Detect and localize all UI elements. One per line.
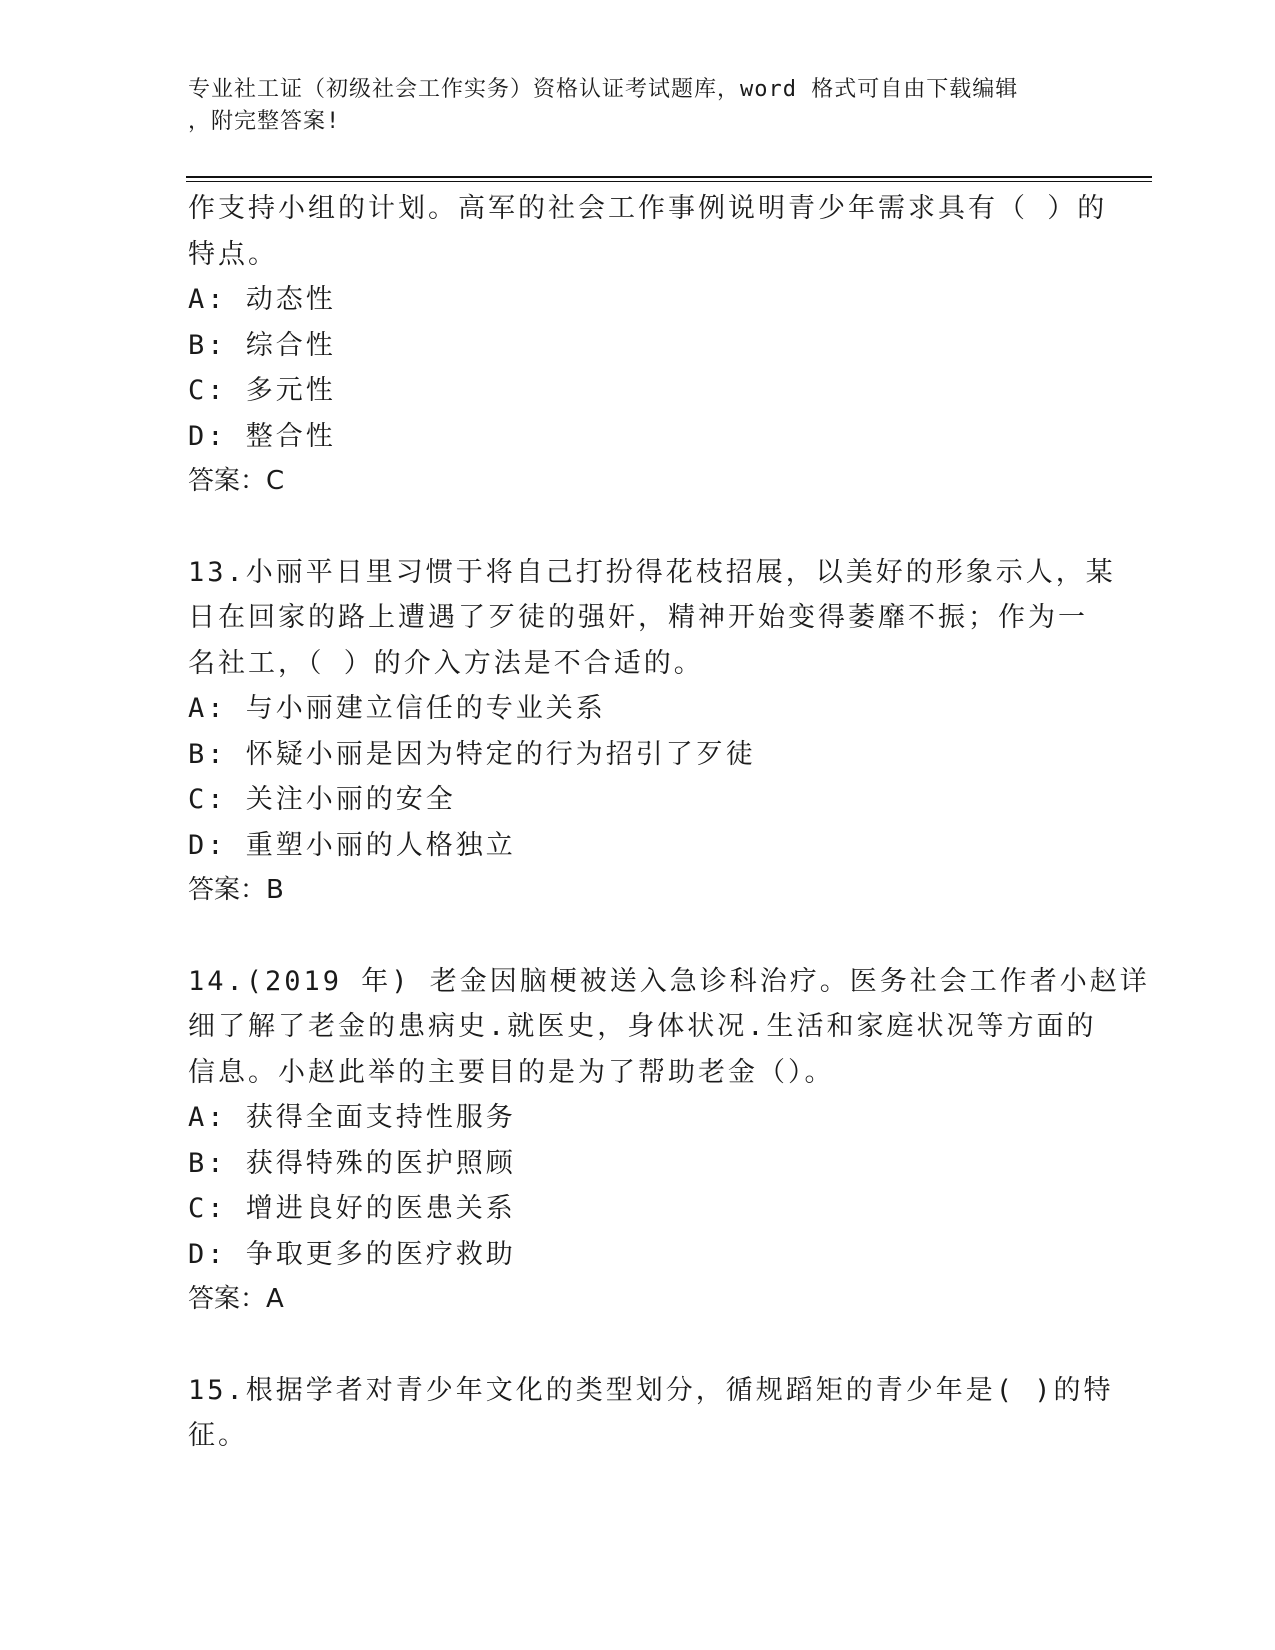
option-d: D: 争取更多的医疗救助 (188, 1238, 516, 1270)
question-spacer (188, 914, 1088, 959)
option-c: C: 多元性 (188, 375, 336, 406)
answer-line: 答案：A (188, 1284, 284, 1314)
option-d: D: 重塑小丽的人格独立 (188, 829, 516, 861)
option-a: A: 获得全面支持性服务 (188, 1102, 516, 1133)
answer-line: 答案：B (188, 875, 284, 905)
question-13 (188, 550, 1116, 914)
question-stem-line: 特点。 (188, 238, 278, 270)
question-15 (188, 1368, 1114, 1459)
option-c: C: 关注小丽的安全 (188, 784, 456, 815)
option-a: A: 与小丽建立信任的专业关系 (188, 693, 606, 724)
question-content (188, 186, 1150, 1459)
question-stem-line: 作支持小组的计划。高军的社会工作事例说明青少年需求具有（ ）的 (188, 193, 1108, 224)
option-a: A: 动态性 (188, 284, 336, 315)
header-line-1: 专业社工证（初级社会工作实务）资格认证考试题库，word 格式可自由下载编辑 (188, 77, 1019, 102)
option-b: B: 综合性 (188, 329, 336, 361)
option-b: B: 怀疑小丽是因为特定的行为招引了歹徒 (188, 738, 756, 770)
option-b: B: 获得特殊的医护照顾 (188, 1147, 516, 1179)
question-stem-line: 细了解了老金的患病史.就医史，身体状况.生活和家庭状况等方面的 (188, 1011, 1097, 1042)
question-stem-line: 15.根据学者对青少年文化的类型划分，循规蹈矩的青少年是( )的特 (188, 1374, 1114, 1406)
header-divider-thin (186, 181, 1152, 182)
option-d: D: 整合性 (188, 420, 336, 452)
question-stem-line: 日在回家的路上遭遇了歹徒的强奸，精神开始变得萎靡不振；作为一 (188, 602, 1088, 633)
header-divider-thick (186, 176, 1152, 178)
question-spacer (188, 1323, 1088, 1368)
question-stem-line: 信息。小赵此举的主要目的是为了帮助老金（）。 (188, 1056, 835, 1088)
question-12 (188, 186, 1108, 505)
header-line-2: ，附完整答案! (188, 109, 341, 134)
question-stem-line: 名社工，（ ）的介入方法是不合适的。 (188, 647, 704, 679)
question-spacer (188, 505, 1088, 550)
question-stem-line: 13.小丽平日里习惯于将自己打扮得花枝招展，以美好的形象示人，某 (188, 556, 1116, 588)
question-stem-line: 14.(2019 年) 老金因脑梗被送入急诊科治疗。医务社会工作者小赵详 (188, 965, 1150, 997)
question-14 (188, 959, 1150, 1323)
answer-line: 答案：C (188, 466, 285, 496)
document-header (188, 74, 1088, 138)
option-c: C: 增进良好的医患关系 (188, 1193, 516, 1224)
question-stem-line: 征。 (188, 1420, 248, 1451)
